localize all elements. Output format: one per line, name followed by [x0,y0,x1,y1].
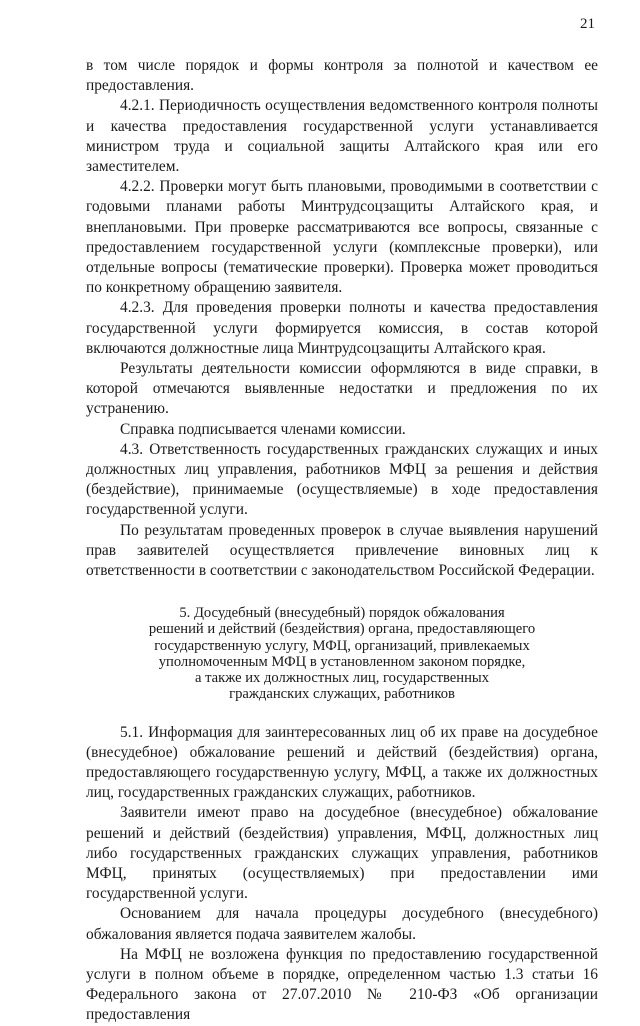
document-body [86,56,598,1026]
heading-line: а также их должностных лиц, государственных [194,670,489,687]
paragraph: Результаты деятельности комиссии оформляются в виде справки, в которой отмечаются выявленные недостатки и предложения по их устранению. [86,360,598,418]
paragraph: На МФЦ не возложена функция по предоставлению государственной услуги в полном объеме в порядке, определенном частью 1.3 статьи 16 Федерального закона от 27.07.2010 № 210-ФЗ «Об организации предоставления [86,945,598,1024]
heading-line: государственную услугу, МФЦ, организаций, привлекаемых [154,637,530,654]
section-5-text [86,723,598,1026]
paragraph: в том числе порядок и формы контроля за полнотой и качеством ее предоставления. [86,57,598,95]
paragraph: 5.1. Информация для заинтересованных лиц об их праве на досудебное (внесудебное) обжалование решений и действий (бездействия) органа, предоставляющего государственную услугу, МФЦ, а также их должностных лиц, государственных гражданских служащих, работников. [86,723,598,802]
paragraph: 4.3. Ответственность государственных гражданских служащих и иных должностных лиц управления, работников МФЦ за решения и действия (бездействие), принимаемые (осуществляемые) в ходе предоставления государственной услуги. [86,440,598,519]
paragraph: Заявители имеют право на досудебное (внесудебное) обжалование решений и действий (бездействия) управления, МФЦ, должностных лиц либо государственных гражданских служащих управления, работников МФЦ, принятых (осуществляемых) при предоставлении ими государственной услуги. [86,804,598,903]
page-number: 21 [580,16,595,32]
paragraph: Справка подписывается членами комиссии. [120,420,406,438]
section-5-heading [86,605,598,702]
paragraph: 4.2.3. Для проведения проверки полноты и качества предоставления государственной услуги формируется комиссия, в состав которой включаются должностные лица Минтрудсоцзащиты Алтайского края. [86,299,598,357]
heading-line: уполномоченным МФЦ в установленном законом порядке, [158,653,526,670]
heading-line: гражданских служащих, работников [229,686,455,703]
paragraph: Основанием для начала процедуры досудебного (внесудебного) обжалования является подача заявителем жалобы. [86,905,598,943]
paragraph: По результатам проведенных проверок в случае выявления нарушений прав заявителей осуществляется привлечение виновных лиц к ответственности в соответствии с законодательством Российской Федерации. [86,521,598,580]
paragraph: 4.2.1. Периодичность осуществления ведомственного контроля полноты и качества предоставления государственной услуги устанавливается министром труда и социальной защиты Алтайского края или его заместителем. [86,97,598,176]
heading-line: решений и действий (бездействия) органа, предоставляющего [148,621,536,638]
paragraph: 4.2.2. Проверки могут быть плановыми, проводимыми в соответствии с годовыми планами работы Минтрудсоцзащиты Алтайского края, и внеплановыми. При проверке рассматриваются все вопросы, связанные с предоставлением государственной услуги (комплексные проверки), или отдельные вопросы (тематические проверки). Проверка может проводиться по конкретному обращению заявителя. [86,178,598,297]
section-4-text [86,56,598,581]
heading-line: 5. Досудебный (внесудебный) порядок обжалования [179,605,505,622]
